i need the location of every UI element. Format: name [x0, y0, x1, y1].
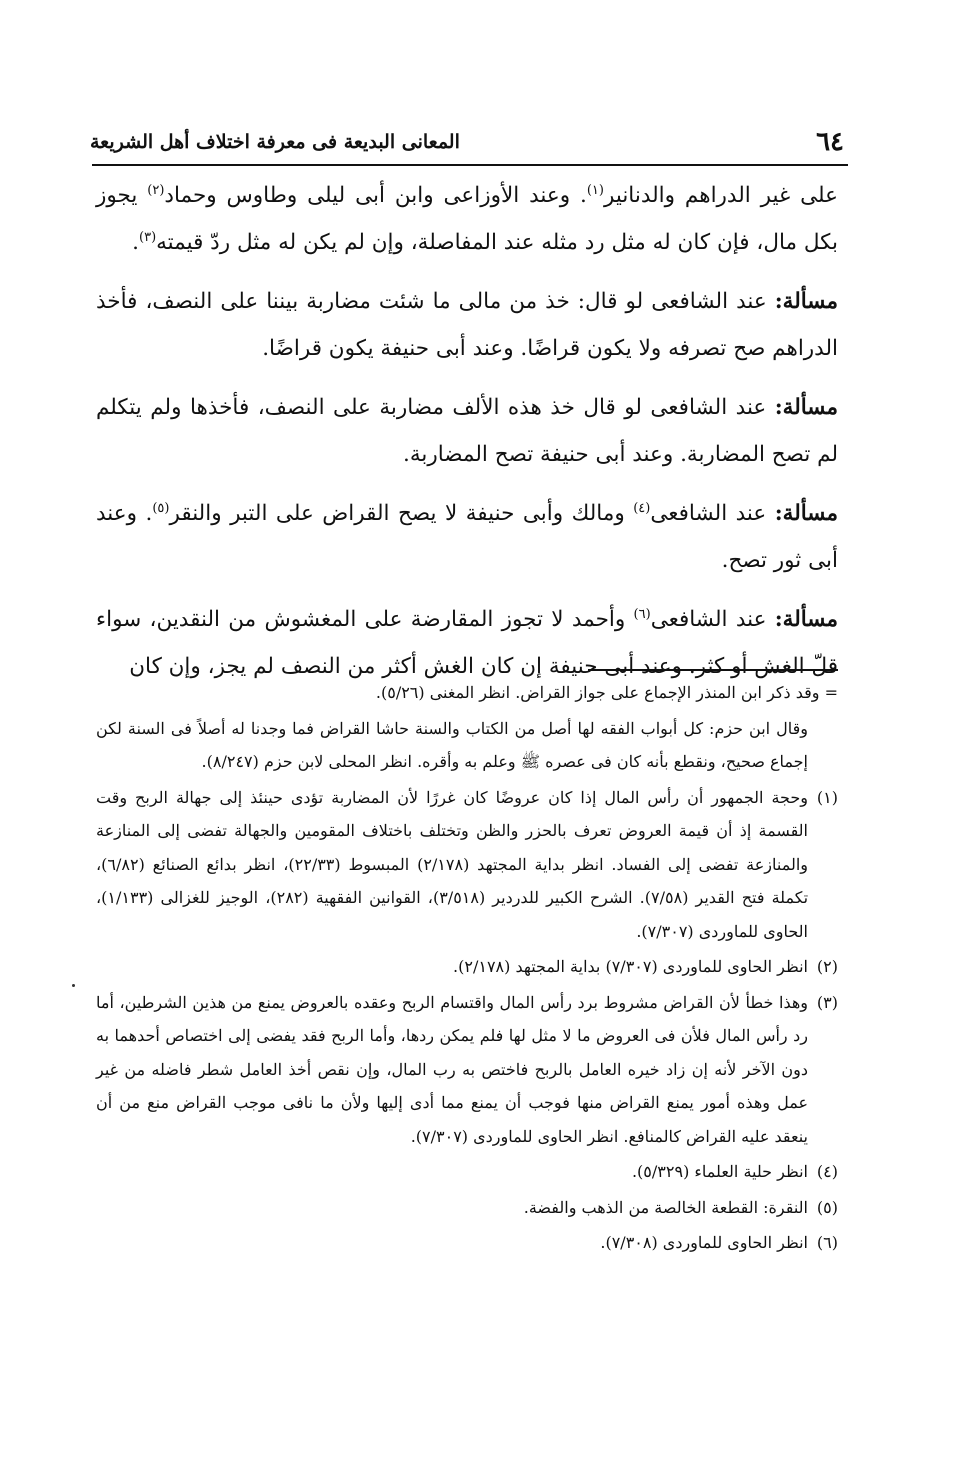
paragraph-3-text: عند الشافعى لو قال خذ هذه الألف مضاربة على النصف، فأخذها ولم يتكلم لم تصح المضاربة. وعند أبى حنيفة تصح المضاربة. — [96, 395, 838, 467]
footnote-5-text: النقرة: القطعة الخالصة من الذهب والفضة. — [523, 1197, 808, 1217]
footnote-3-number: (٣) — [816, 992, 838, 1012]
running-header — [90, 122, 844, 162]
scan-speck — [72, 984, 75, 987]
footnote-ref-4: (٤) — [633, 500, 651, 516]
footnote-2-text: انظر الحاوى للماوردى (٧/٣٠٧) بداية المجتهد (٢/١٧٨). — [453, 957, 808, 976]
footnote-3 — [96, 986, 838, 1154]
page-number: ٦٤ — [816, 127, 844, 157]
footnote-4-text: انظر حلية العلماء (٥/٣٢٩). — [631, 1162, 808, 1181]
footnote-rule — [588, 669, 838, 671]
footnote-ref-3: (٣) — [139, 229, 157, 245]
issue-label: مسألة: — [774, 607, 838, 632]
paragraph-1-text-d: . — [132, 230, 139, 255]
footnote-4 — [96, 1155, 838, 1189]
footnote-ref-2: (٢) — [147, 182, 165, 198]
footnote-6-number: (٦) — [816, 1233, 838, 1252]
footnote-3-text: وهذا خطأ لأن القراض مشروط برد رأس المال واقتسام الربح وعقده بالعروض يمنع من هذين الشرطين، أما رد رأس المال فلأن فى العروض ما لا مثل لها فلم يمكن ردها، وأما الربح فقد يفضى إلى اختصاص أحدهما به دون الآخر لأنه إن زاد خيره العامل بالربح فاختص به رب المال، وإن نقص أخذ العامل شطر فاضله من غير عمل وهذه أمور يمنع القراض منها فوجب أن يمنع مما أدى إليها ولأن ما نافى موجب القراض منع من أن ينعقد عليه القراض كالمنافع. انظر الحاوى للماوردى (٧/٣٠٧). — [96, 992, 808, 1146]
paragraph-1-text-c: يجوز بكل مال، فإن كان له مثل رد مثله عند المفاصلة، وإن لم يكن له مثل ردّ قيمته — [96, 183, 838, 255]
footnote-2 — [96, 950, 838, 984]
issue-label: مسألة: — [774, 395, 838, 420]
footnote-ref-6: (٦) — [633, 606, 651, 622]
running-title: المعانى البديعة فى معرفة اختلاف أهل الشريعة — [90, 131, 460, 153]
footnote-6 — [96, 1226, 838, 1260]
footnote-continuation-2: وقال ابن حزم: كل أبواب الفقه لها أصل من الكتاب والسنة حاشا القراض فما وجدنا له أصلاً فى السنة لكن إجماع صحيح، ونقطع بأنه كان فى عصره ﷺ وعلم به وأقره. انظر المحلى لابن حزم (٨/٢٤٧). — [96, 718, 808, 771]
footnote-6-text: انظر الحاوى للماوردى (٧/٣٠٨). — [600, 1233, 808, 1252]
paragraph-1-text-a: على غير الدراهم والدنانير — [603, 183, 839, 208]
footnote-5 — [96, 1191, 838, 1225]
footnote-1-text: وحجة الجمهور أن رأس المال إذا كان عروضًا كان غررًا لأن المضاربة تؤدى حينئذ إلى جهالة الربح وقت القسمة إذ أن قيمة العروض تعرف بالحزر والظن وتختلف باختلاف المقومين والجهالة تفضى إلى المنازعة والمنازعة تفضى إلى الفساد. انظر بداية المجتهد (٢/١٧٨) المبسوط (٢٢/٣٣)، انظر بدائع الصنائع (٦/٨٢)، تكملة فتح القدير (٧/٥٨). الشرح الكبير للدردير (٣/٥١٨)، القوانين الفقهية (٢٨٢)، الوجيز للغزالى (١/١٣٣)، الحاوى للماوردى (٧/٣٠٧). — [96, 787, 809, 941]
footnote-5-number: (٥) — [816, 1197, 838, 1217]
header-rule — [92, 164, 848, 166]
paragraph-2 — [96, 278, 838, 372]
issue-label: مسألة: — [774, 289, 838, 314]
paragraph-5-text-a: عند الشافعى — [650, 607, 775, 632]
footnote-2-number: (٢) — [816, 957, 838, 976]
paragraph-1 — [96, 172, 838, 266]
paragraph-4-text-a: عند الشافعى — [650, 501, 775, 526]
footnote-ref-5: (٥) — [152, 500, 170, 516]
footnote-1-number: (١) — [816, 787, 838, 807]
footnote-continuation-1: = وقد ذكر ابن المنذر الإجماع على جواز القراض. انظر المغنى (٥/٢٦). — [375, 683, 838, 702]
paragraph-4-text-c: . وعند أبى ثور تصح. — [96, 501, 838, 573]
issue-label: مسألة: — [774, 501, 838, 526]
footnote-4-number: (٤) — [816, 1162, 838, 1181]
footnotes — [96, 676, 838, 1262]
paragraph-1-text-b: . وعند الأوزاعى وابن أبى ليلى وطاوس وحماد — [164, 183, 587, 208]
footnote-1 — [96, 781, 838, 949]
paragraph-3 — [96, 384, 838, 478]
paragraph-2-text: عند الشافعى لو قال: خذ من مالى ما شئت مضاربة بيننا على النصف، فأخذ الدراهم صح تصرفه ولا يكون قراضًا. وعند أبى حنيفة يكون قراضًا. — [96, 289, 838, 361]
paragraph-5-text-b: وأحمد لا تجوز المقارضة على المغشوش من النقدين، سواء قلّ الغش أو كثر. وعند أبى حنيفة إن كان الغش أكثر من النصف لم يجز، وإن كان — [96, 607, 838, 679]
footnote-ref-1: (١) — [586, 182, 604, 198]
paragraph-4-text-b: ومالك وأبى حنيفة لا يصح القراض على التبر والنقر — [169, 501, 634, 526]
main-text — [96, 172, 838, 702]
paragraph-4 — [96, 490, 838, 584]
